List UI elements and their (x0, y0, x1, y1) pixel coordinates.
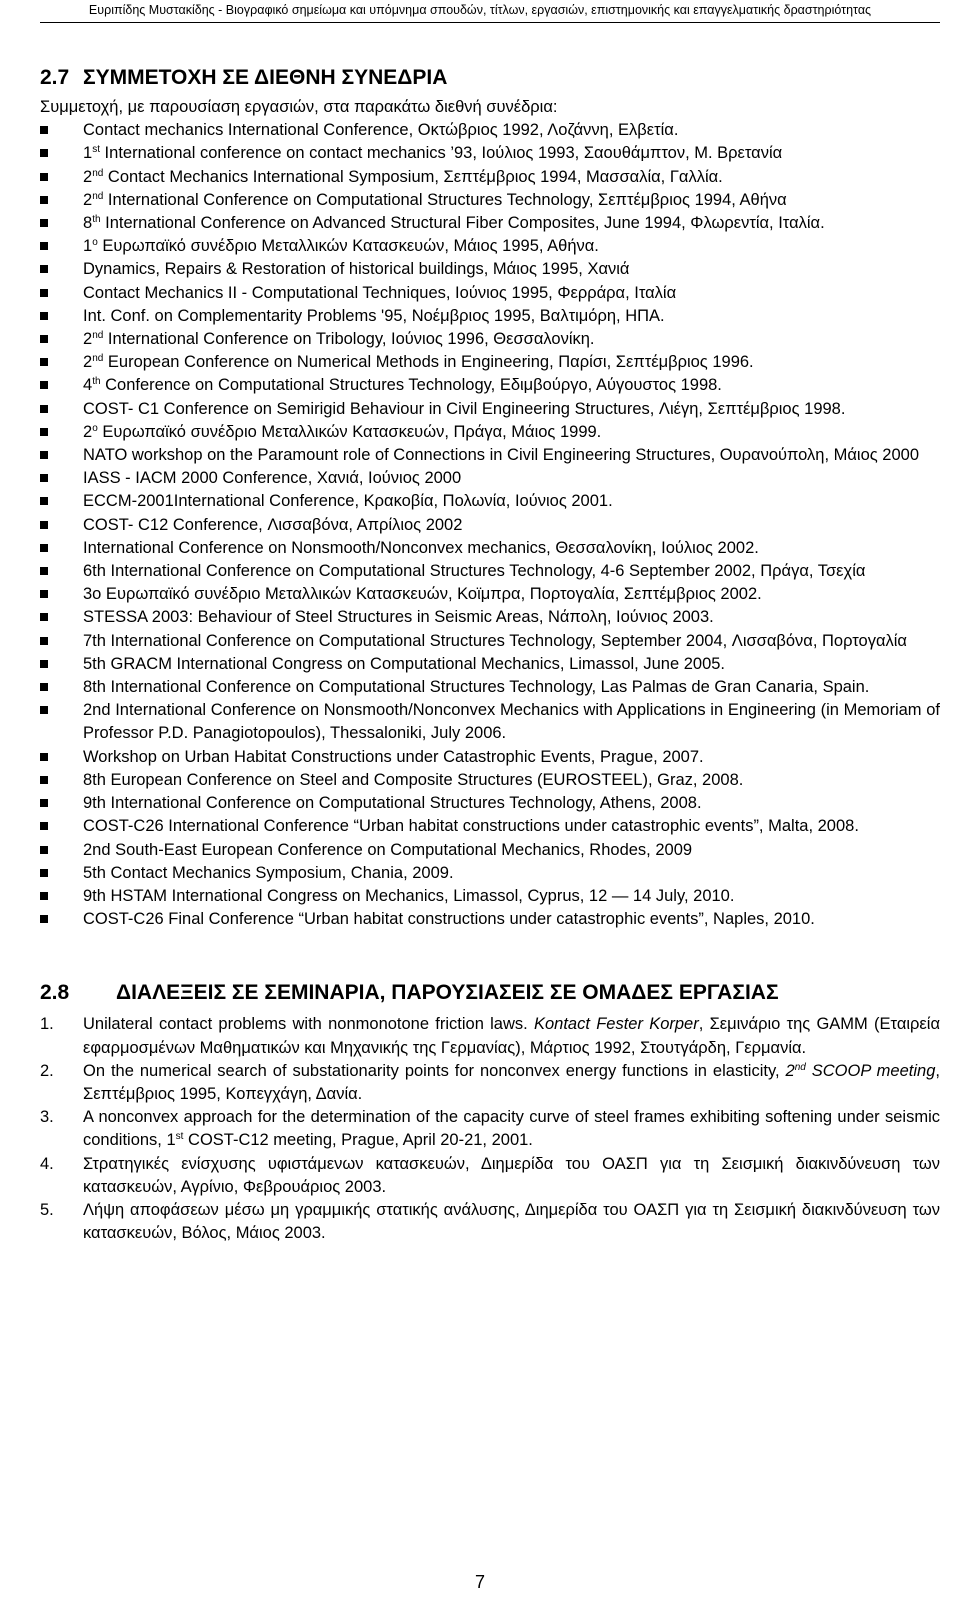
item-text: 1 (83, 144, 93, 163)
bullet-icon (40, 173, 48, 181)
list-item (40, 1013, 940, 1059)
list-item (40, 421, 940, 444)
item-text: STESSA 2003: Behaviour of Steel Structures in Seismic Areas, Νάπολη, Ιούνιος 2003. (83, 608, 714, 627)
bullet-icon (40, 846, 48, 854)
bullet-icon (40, 869, 48, 877)
bullet-icon (40, 892, 48, 900)
list-item (40, 398, 940, 421)
bullet-icon (40, 265, 48, 273)
item-text: COST-C26 Final Conference “Urban habitat constructions under catastrophic events”, Naples, 2010. (83, 910, 815, 929)
bullet-icon (40, 544, 48, 552)
list-item (40, 560, 940, 583)
list-item (40, 839, 940, 862)
item-text: Unilateral contact problems with nonmonotone friction laws. (83, 1015, 534, 1034)
bullet-icon (40, 613, 48, 621)
item-text: 8th International Conference on Computational Structures Technology, Las Palmas de Gran Canaria, Spain. (83, 678, 870, 697)
bullet-icon (40, 149, 48, 157)
list-item (40, 676, 940, 699)
bullet-icon (40, 242, 48, 250)
list-item (40, 282, 940, 305)
bullet-icon (40, 822, 48, 830)
list-item (40, 119, 940, 142)
ordinal-suffix: ο (92, 422, 98, 434)
list-item (40, 815, 940, 838)
item-text: 5th GRACM International Congress on Computational Mechanics, Limassol, June 2005. (83, 654, 726, 673)
item-text-end: , Σεπτέμβριος 1995, Κοπεγχάγη, Δανία. (83, 1061, 940, 1103)
section-number: 2.7 (40, 66, 70, 89)
bullet-icon (40, 497, 48, 505)
item-number: 5. (40, 1200, 54, 1219)
item-text-rest: International Conference on Advanced Structural Fiber Composites, June 1994, Φλωρεντία, Ιταλία. (100, 214, 825, 233)
bullet-icon (40, 358, 48, 366)
list-item (40, 328, 940, 351)
item-text-rest: International Conference on Computational Structures Technology, Σεπτέμβριος 1994, Αθήνα (103, 190, 787, 209)
conference-list (40, 119, 940, 931)
bullet-icon (40, 683, 48, 691)
bullet-icon (40, 637, 48, 645)
bullet-icon (40, 451, 48, 459)
bullet-icon (40, 196, 48, 204)
item-number: 3. (40, 1108, 54, 1127)
item-text: COST- C12 Conference, Λισσαβόνα, Απρίλιος 2002 (83, 515, 463, 534)
item-text: Λήψη αποφάσεων μέσω μη γραμμικής στατικής ανάλυσης, Διημερίδα του ΟΑΣΠ για τη Σεισμική διακινδύνευση των κατασκευών, Βόλος, Μάιος 2003. (83, 1200, 940, 1243)
item-number: 2. (40, 1061, 54, 1080)
item-number: 4. (40, 1154, 54, 1173)
section-heading-2-7 (40, 64, 940, 92)
section-number: 2.8 (40, 981, 70, 1005)
item-text: 2nd International Conference on Nonsmooth/Nonconvex Mechanics with Applications in Engineering (in Memoriam of Professor P.D. Panagiotopoulos), Thessaloniki, July 2006. (83, 701, 940, 743)
item-text: 8th European Conference on Steel and Composite Structures (EUROSTEEL), Graz, 2008. (83, 770, 744, 789)
item-text: Contact Mechanics II - Computational Techniques, Ιούνιος 1995, Φερράρα, Ιταλία (83, 283, 677, 302)
bullet-icon (40, 521, 48, 529)
item-text-end: COST-C12 meeting, Prague, April 20-21, 2001. (183, 1131, 533, 1150)
item-text: 2 (83, 167, 93, 186)
item-text: International Conference on Nonsmooth/Nonconvex mechanics, Θεσσαλονίκη, Ιούλιος 2002. (83, 538, 759, 557)
item-text: 3ο Ευρωπαϊκό συνέδριο Μεταλλικών Κατασκευών, Κοϊμπρα, Πορτογαλία, Σεπτέμβριος 2002. (83, 585, 762, 604)
item-text: COST-C26 International Conference “Urban habitat constructions under catastrophic events”, Malta, 2008. (83, 817, 859, 836)
section-title: ΔΙΑΛΕΞΕΙΣ ΣΕ ΣΕΜΙΝΑΡΙΑ, ΠΑΡΟΥΣΙΑΣΕΙΣ ΣΕ ΟΜΑΔΕΣ ΕΡΓΑΣΙΑΣ (116, 981, 779, 1005)
header-rule (40, 22, 940, 23)
list-item (40, 630, 940, 653)
list-item (40, 885, 940, 908)
list-item (40, 699, 940, 745)
item-text-rest: Contact Mechanics International Symposium, Σεπτέμβριος 1994, Μασσαλία, Γαλλία. (103, 167, 723, 186)
ordinal-suffix: nd (92, 353, 104, 365)
item-text: Contact mechanics International Conference, Οκτώβριος 1992, Λοζάννη, Ελβετία. (83, 121, 679, 140)
item-text-rest: Ευρωπαϊκό συνέδριο Μεταλλικών Κατασκευών, Μάιος 1995, Αθήνα. (97, 237, 599, 256)
bullet-icon (40, 915, 48, 923)
item-text-rest: International conference on contact mechanics ’93, Ιούλιος 1993, Σαουθάμπτον, Μ. Βρετανία (99, 144, 783, 163)
bullet-icon (40, 474, 48, 482)
item-text: COST- C1 Conference on Semirigid Behaviour in Civil Engineering Structures, Λιέγη, Σεπτέμβριος 1998. (83, 399, 846, 418)
list-item (40, 514, 940, 537)
bullet-icon (40, 126, 48, 134)
list-item (40, 490, 940, 513)
bullet-icon (40, 312, 48, 320)
list-item (40, 212, 940, 235)
ordinal-suffix: th (92, 214, 101, 226)
item-italic: Kontact Fester Korper (533, 1015, 699, 1034)
list-item (40, 305, 940, 328)
list-item (40, 351, 940, 374)
item-text: On the numerical search of substationarity points for nonconvex energy functions in elasticity, (83, 1061, 786, 1080)
bullet-icon (40, 753, 48, 761)
item-italic: SCOOP meeting (805, 1061, 936, 1080)
item-text: A nonconvex approach for the determination of the capacity curve of steel frames exhibiting softening under seismic conditions, 1 (83, 1108, 940, 1150)
item-text: 2 (83, 422, 93, 441)
list-item (40, 1153, 940, 1199)
item-text: 9th International Conference on Computational Structures Technology, Athens, 2008. (83, 794, 702, 813)
item-text: NATO workshop on the Paramount role of Connections in Civil Engineering Structures, Ουρανούπολη, Μάιος 2000 (83, 446, 919, 465)
item-text: 7th International Conference on Computational Structures Technology, September 2004, Λισσαβόνα, Πορτογαλία (83, 631, 907, 650)
item-text: 2 (83, 330, 93, 349)
list-item (40, 142, 940, 165)
list-item (40, 583, 940, 606)
bullet-icon (40, 428, 48, 436)
bullet-icon (40, 799, 48, 807)
item-text: IASS - IACM 2000 Conference, Χανιά, Ιούνιος 2000 (83, 469, 462, 488)
list-item (40, 467, 940, 490)
bullet-icon (40, 405, 48, 413)
list-item (40, 235, 940, 258)
item-text: 5th Contact Mechanics Symposium, Chania, 2009. (83, 863, 454, 882)
section-intro: Συμμετοχή, με παρουσίαση εργασιών, στα παρακάτω διεθνή συνέδρια: (40, 98, 558, 116)
bullet-icon (40, 335, 48, 343)
list-item (40, 653, 940, 676)
item-italic: 2 (785, 1061, 795, 1080)
ordinal-suffix: nd (92, 190, 104, 202)
list-item (40, 189, 940, 212)
item-text: 6th International Conference on Computational Structures Technology, 4-6 September 2002, Πράγα, Τσεχία (83, 562, 866, 581)
list-item (40, 1199, 940, 1245)
item-text: Workshop on Urban Habitat Constructions under Catastrophic Events, Prague, 2007. (83, 747, 704, 766)
ordinal-suffix: nd (794, 1061, 806, 1073)
running-header: Ευριπίδης Μυστακίδης - Βιογραφικό σημείωμα και υπόμνημα σπουδών, τίτλων, εργασιών, επιστημονικής και επαγγελματικής δραστηριότητας (88, 3, 872, 17)
list-item (40, 444, 940, 467)
item-text-rest: International Conference on Tribology, Ιούνιος 1996, Θεσσαλονίκη. (103, 330, 595, 349)
bullet-icon (40, 567, 48, 575)
list-item (40, 1060, 940, 1106)
item-text: 8 (83, 214, 93, 233)
ordinal-suffix: st (92, 144, 100, 156)
bullet-icon (40, 219, 48, 227)
list-item (40, 166, 940, 189)
bullet-icon (40, 289, 48, 297)
seminar-list (40, 1013, 940, 1245)
item-text: 1 (83, 237, 93, 256)
list-item (40, 374, 940, 397)
bullet-icon (40, 660, 48, 668)
bullet-icon (40, 706, 48, 714)
bullet-icon (40, 776, 48, 784)
item-text: Int. Conf. on Complementarity Problems '95, Νοέμβριος 1995, Βαλτιμόρη, ΗΠΑ. (83, 306, 665, 325)
page-number: 7 (474, 1572, 485, 1592)
ordinal-suffix: th (92, 376, 101, 388)
item-text-cont: , Σεμινάριο της GAMM (Εταιρεία εφαρμοσμένων Μαθηματικών και Μηχανικής της Γερμανίας), Μάρτιος 1992, Στουτγάρδη, Γερμανία. (83, 1015, 940, 1057)
ordinal-suffix: nd (92, 330, 104, 342)
list-item (40, 792, 940, 815)
list-item (40, 1106, 940, 1152)
section-title: ΣΥΜΜΕΤΟΧΗ ΣΕ ΔΙΕΘΝΗ ΣΥΝΕΔΡΙΑ (83, 66, 448, 89)
document-body (40, 64, 940, 1245)
item-text: 4 (83, 376, 93, 395)
list-item (40, 537, 940, 560)
list-item (40, 769, 940, 792)
bullet-icon (40, 590, 48, 598)
list-item (40, 746, 940, 769)
item-text: 2nd South-East European Conference on Computational Mechanics, Rhodes, 2009 (83, 840, 693, 859)
ordinal-suffix: ο (92, 237, 98, 249)
item-text: ECCM-2001International Conference, Κρακοβία, Πολωνία, Ιούνιος 2001. (83, 492, 613, 511)
item-text: 2 (83, 353, 93, 372)
list-item (40, 862, 940, 885)
item-number: 1. (40, 1015, 54, 1034)
item-text-rest: European Conference on Numerical Methods in Engineering, Παρίσι, Σεπτέμβριος 1996. (103, 353, 754, 372)
list-item (40, 908, 940, 931)
item-text: Dynamics, Repairs & Restoration of historical buildings, Μάιος 1995, Χανιά (83, 260, 630, 279)
ordinal-suffix: st (175, 1131, 184, 1143)
bullet-icon (40, 381, 48, 389)
ordinal-suffix: nd (92, 167, 104, 179)
item-text: 9th HSTAM International Congress on Mechanics, Limassol, Cyprus, 12 — 14 July, 2010. (83, 886, 735, 905)
item-text: Στρατηγικές ενίσχυσης υφιστάμενων κατασκευών, Διημερίδα του ΟΑΣΠ για τη Σεισμική διακινδύνευση των κατασκευών, Αγρίνιο, Φεβρουάριος 2003. (83, 1154, 940, 1196)
item-text: 2 (83, 190, 93, 209)
list-item (40, 606, 940, 629)
item-text-rest: Ευρωπαϊκό συνέδριο Μεταλλικών Κατασκευών, Πράγα, Μάιος 1999. (97, 422, 602, 441)
item-text-rest: Conference on Computational Structures Technology, Εδιμβούργο, Αύγουστος 1998. (100, 376, 722, 395)
section-heading-2-8 (40, 979, 940, 1007)
list-item (40, 258, 940, 281)
